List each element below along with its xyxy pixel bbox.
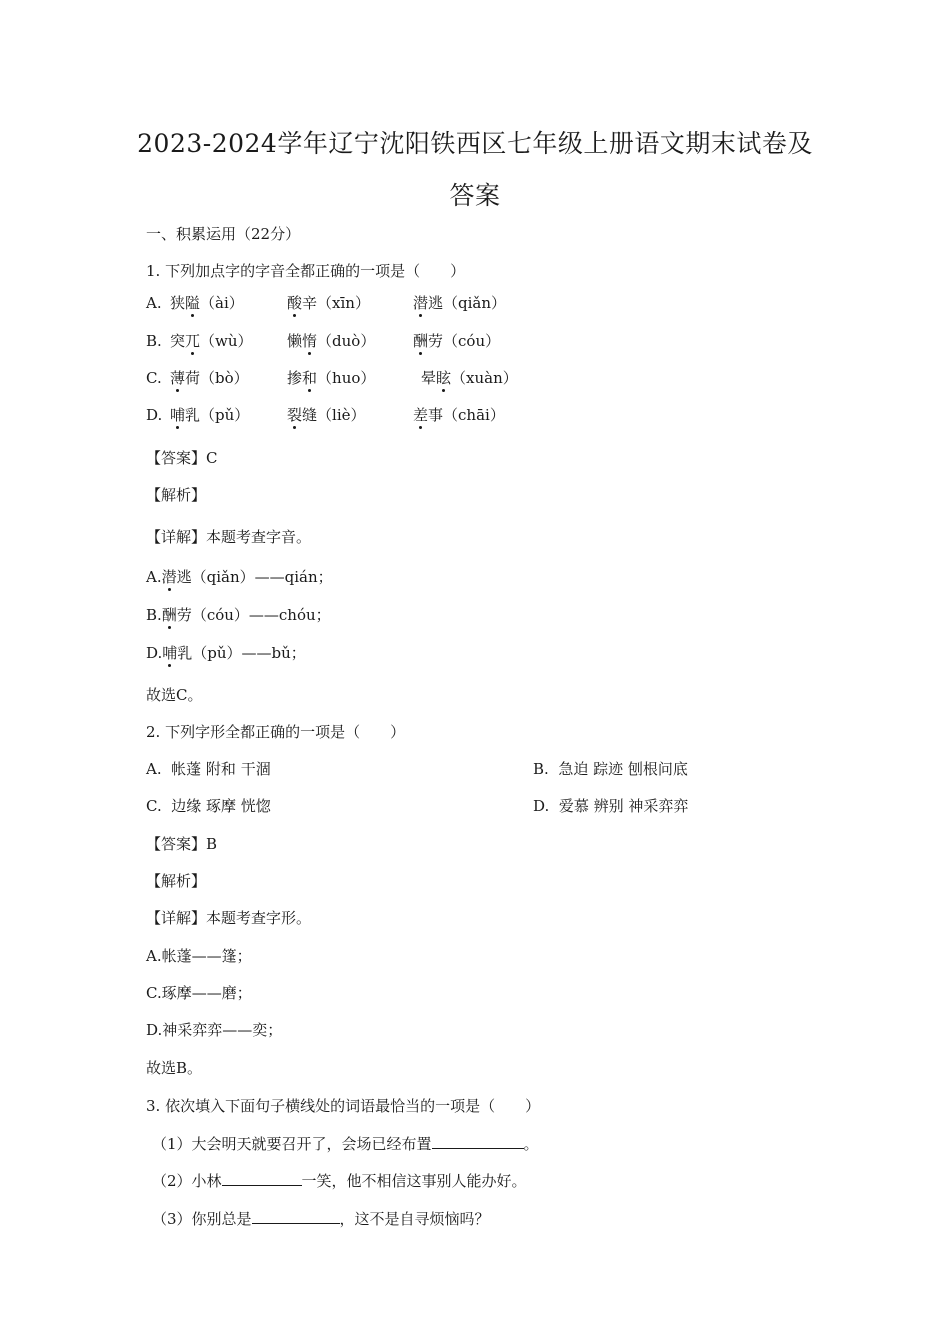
dotted-character: 哺 — [170, 406, 186, 424]
dotted-character: 酬 — [161, 606, 177, 624]
q3-sentence — [152, 1170, 527, 1191]
q1-fix — [146, 567, 333, 587]
fix-text: 逃（qiǎn）——qián； — [176, 568, 333, 586]
q1-fix — [146, 643, 306, 663]
option-text: （ài） — [200, 294, 244, 312]
dotted-character: 薄 — [170, 369, 186, 387]
dotted-character: 眩 — [436, 369, 452, 387]
q2-option-d — [533, 796, 688, 816]
q2-option-label: B. — [533, 760, 549, 778]
q2-option-text: 边缘 琢摩 恍惚 — [171, 797, 271, 815]
q2-fix: C.琢摩——磨； — [146, 984, 252, 1002]
option-text: 辛 — [302, 294, 318, 312]
q3-sentence-text: 一笑，他不相信这事别人能办好。 — [301, 1172, 527, 1190]
dotted-character: 酬 — [413, 332, 429, 350]
option-text: （chāi） — [443, 406, 505, 424]
q1-option-item — [170, 293, 244, 313]
q2-detail: 【详解】本题考查字形。 — [146, 909, 312, 927]
fix-text: A. — [146, 568, 162, 586]
q1-detail: 【详解】本题考查字音。 — [146, 528, 312, 546]
q1-option-item — [287, 293, 370, 313]
q1-option-item — [287, 368, 375, 388]
q1-option-item — [413, 405, 505, 425]
option-text: （liè） — [317, 406, 366, 424]
option-text: 缝 — [302, 406, 318, 424]
option-text: 事 — [428, 406, 444, 424]
dotted-character: 酸 — [287, 294, 303, 312]
q1-stem: 1. 下列加点字的字音全都正确的一项是（ ） — [146, 262, 466, 280]
option-text: 突 — [170, 332, 186, 350]
option-text: （bò） — [200, 369, 249, 387]
fix-text: 乳（pǔ）——bǔ； — [177, 644, 306, 662]
q1-option-label: C. — [146, 369, 162, 387]
q3-sentence — [152, 1133, 539, 1154]
q1-option-item — [170, 405, 249, 425]
fill-blank — [432, 1133, 524, 1149]
q1-option-label: B. — [146, 332, 162, 350]
q1-analysis: 【解析】 — [146, 486, 207, 504]
dotted-character: 哺 — [162, 644, 178, 662]
option-text: （cóu） — [443, 332, 501, 350]
q3-sentence-text: ，这不是自寻烦恼吗？ — [339, 1210, 490, 1228]
fix-text: B. — [146, 606, 162, 624]
q2-option-a — [146, 759, 271, 779]
q1-option-label: A. — [146, 294, 162, 312]
q1-answer: 【答案】C — [146, 449, 218, 467]
q2-option-label: D. — [533, 797, 550, 815]
q2-option-b — [533, 759, 688, 779]
q1-option-item — [287, 405, 366, 425]
q2-fix: D.神采弈弈——奕； — [146, 1021, 283, 1039]
fill-blank — [252, 1208, 340, 1224]
fill-blank — [222, 1170, 302, 1186]
option-text: （xuàn） — [451, 369, 518, 387]
dotted-character: 惰 — [302, 332, 318, 350]
option-text: 懒 — [287, 332, 303, 350]
fix-text: D. — [146, 644, 163, 662]
q3-sentence-text: （1）大会明天就要召开了，会场已经布置 — [152, 1135, 432, 1153]
option-text: 晕 — [421, 369, 437, 387]
dotted-character: 兀 — [185, 332, 201, 350]
q2-option-text: 帐蓬 附和 干涸 — [171, 760, 271, 778]
q1-option-label: D. — [146, 406, 163, 424]
q3-sentence-text: （2）小林 — [152, 1172, 222, 1190]
q1-option-item — [170, 331, 253, 351]
fix-text: 劳（cóu）——chóu； — [176, 606, 331, 624]
section-heading: 一、积累运用（22分） — [146, 225, 301, 243]
dotted-character: 隘 — [185, 294, 201, 312]
option-text: （xīn） — [317, 294, 370, 312]
q2-option-c — [146, 796, 271, 816]
q3-sentence-text: （3）你别总是 — [152, 1210, 252, 1228]
option-text: （wù） — [200, 332, 253, 350]
dotted-character: 裂 — [287, 406, 303, 424]
q2-option-label: A. — [146, 760, 162, 778]
q2-option-text: 爱慕 辨别 神采弈弈 — [558, 797, 689, 815]
q3-sentence-text: 。 — [523, 1135, 539, 1153]
q1-option-item — [413, 331, 500, 351]
q1-option-item — [421, 368, 518, 388]
option-text: 逃 — [428, 294, 444, 312]
dotted-character: 和 — [302, 369, 318, 387]
q2-answer: 【答案】B — [146, 835, 218, 853]
option-text: 狭 — [170, 294, 186, 312]
q3-sentence — [152, 1208, 490, 1229]
q2-option-label: C. — [146, 797, 162, 815]
option-text: 乳 — [185, 406, 201, 424]
dotted-character: 潜 — [161, 568, 177, 586]
option-text: （huo） — [317, 369, 376, 387]
document-title-line1: 2023-2024学年辽宁沈阳铁西区七年级上册语文期末试卷及 — [137, 129, 813, 158]
q3-stem: 3. 依次填入下面句子横线处的词语最恰当的一项是（ ） — [146, 1097, 541, 1115]
option-text: 掺 — [287, 369, 303, 387]
option-text: （qiǎn） — [443, 294, 507, 312]
q2-option-text: 急迫 踪迹 刨根问底 — [558, 760, 688, 778]
option-text: （duò） — [317, 332, 376, 350]
q2-fix: A.帐蓬——篷； — [146, 947, 252, 965]
q1-option-item — [413, 293, 506, 313]
document-title-line2: 答案 — [449, 181, 501, 210]
q1-option-item — [287, 331, 375, 351]
q1-option-item — [170, 368, 249, 388]
dotted-character: 差 — [413, 406, 429, 424]
q1-conclusion: 故选C。 — [146, 686, 203, 704]
option-text: 荷 — [185, 369, 201, 387]
option-text: 劳 — [428, 332, 444, 350]
option-text: （pǔ） — [200, 406, 250, 424]
q1-fix — [146, 605, 331, 625]
q2-analysis: 【解析】 — [146, 872, 207, 890]
q2-stem: 2. 下列字形全都正确的一项是（ ） — [146, 723, 406, 741]
dotted-character: 潜 — [413, 294, 429, 312]
q2-conclusion: 故选B。 — [146, 1059, 203, 1077]
